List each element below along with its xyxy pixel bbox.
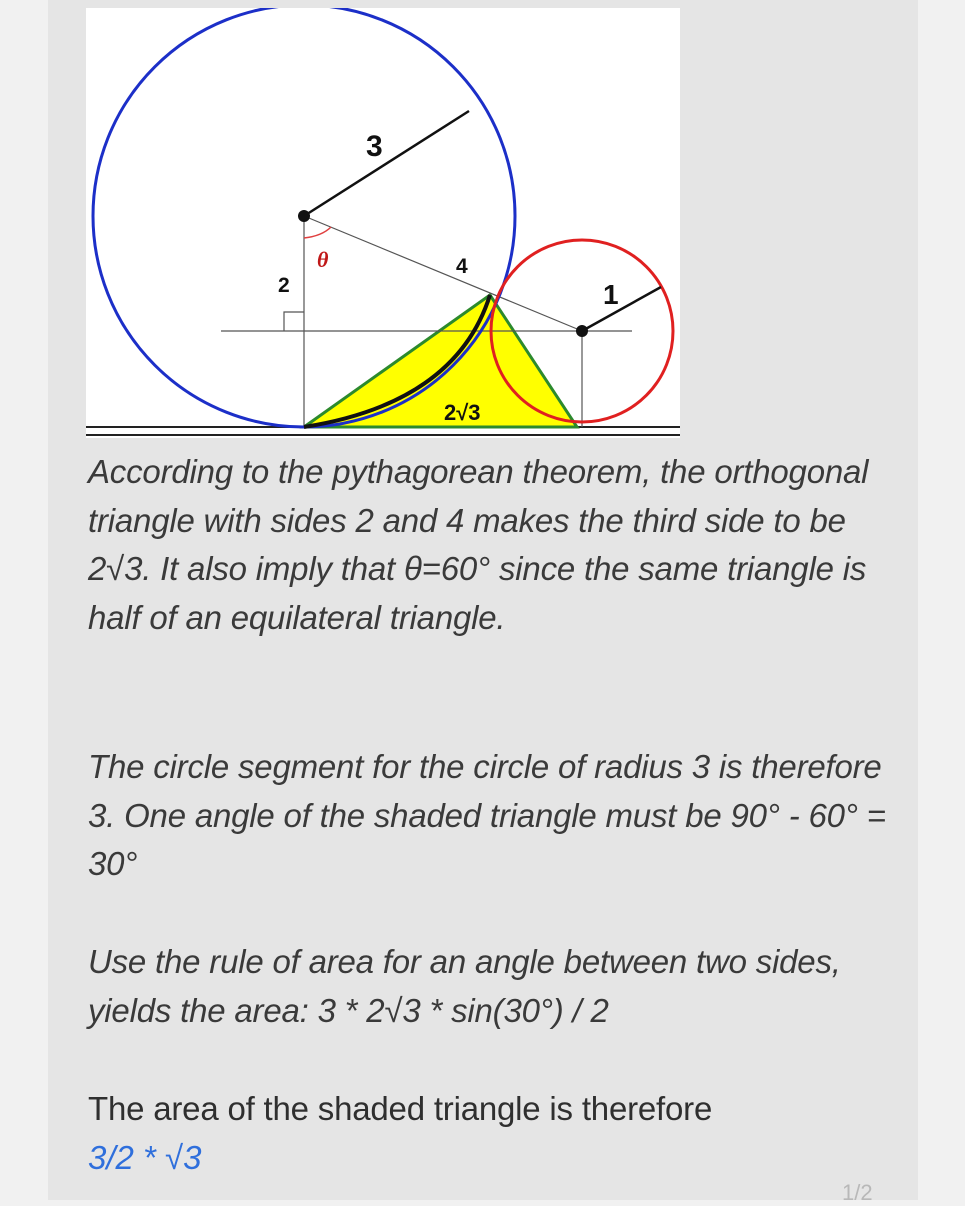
small-center-dot [576, 325, 588, 337]
label-hypotenuse: 4 [456, 255, 468, 278]
explanation-paragraph-1: According to the pythagorean theorem, the orthogonal triangle with sides 2 and 4 makes the third side to be 2√3. It also imply that θ=60° since the same triangle is half of an equilateral triangle. [88, 453, 869, 636]
conclusion-paragraph: The area of the shaded triangle is therefore [88, 1090, 713, 1127]
large-radius-line [304, 111, 469, 216]
geometry-diagram [86, 8, 680, 438]
label-radius-small: 1 [603, 279, 619, 310]
center-connecting-line [304, 216, 582, 331]
right-angle-marker [284, 312, 304, 331]
label-angle-theta: θ [317, 247, 329, 272]
label-base: 2√3 [444, 400, 481, 425]
explanation-paragraph-2: The circle segment for the circle of radius 3 is therefore 3. One angle of the shaded triangle must be 90° - 60° = 30° [88, 748, 886, 882]
answer-text: 3/2 * √3 [88, 1139, 202, 1176]
angle-arc [304, 227, 331, 238]
label-vertical: 2 [278, 274, 290, 297]
small-radius-line [582, 287, 661, 331]
page-indicator: 1/2 [842, 1180, 873, 1205]
geometry-figure [86, 8, 680, 438]
shaded-triangle [304, 295, 577, 427]
explanation-paragraph-3: Use the rule of area for an angle between two sides, yields the area: 3 * 2√3 * sin(30°) / 2 [88, 943, 841, 1029]
large-center-dot [298, 210, 310, 222]
label-radius-large: 3 [366, 130, 383, 163]
